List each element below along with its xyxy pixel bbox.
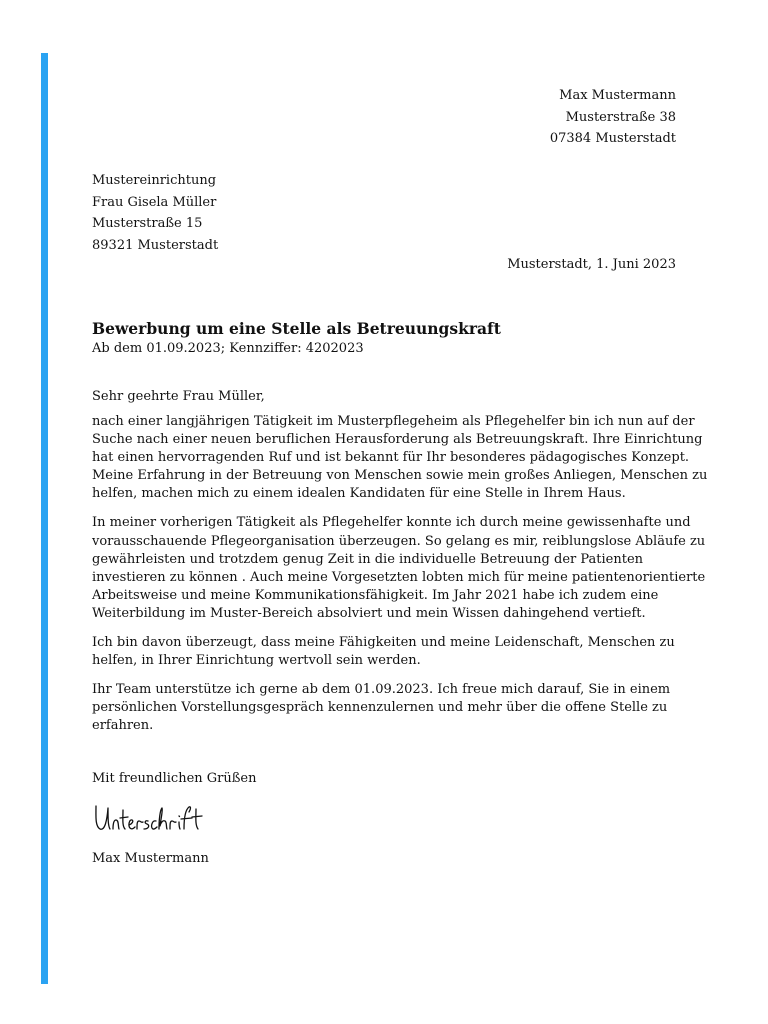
date-line: Musterstadt, 1. Juni 2023: [507, 257, 676, 272]
paragraph-line: vorausschauende Pflegeorganisation überzeugen. So gelang es mir, reiblungslose Abläufe zu: [92, 533, 706, 549]
signature-icon: [92, 796, 212, 838]
paragraph-line: Suche nach einer neuen beruflichen Herausforderung als Betreuungskraft. Ihre Einrichtung: [92, 432, 703, 448]
paragraph-line: hat einen hervorragenden Ruf und ist bekannt für Ihr besonderes pädagogisches Konzept.: [92, 450, 690, 466]
paragraph-line: helfen, machen mich zu einem idealen Kandidaten für eine Stelle in Ihrem Haus.: [92, 486, 626, 502]
handwritten-signature: [92, 796, 212, 838]
paragraph-line: Meine Erfahrung in der Betreuung von Menschen sowie mein großes Anliegen, Menschen zu: [92, 468, 708, 484]
paragraph-line: gewährleisten und trotzdem genug Zeit in die individuelle Betreuung der Patienten: [92, 551, 644, 567]
signature-name: Max Mustermann: [92, 851, 209, 866]
closing: Mit freundlichen Grüßen: [92, 771, 257, 786]
recipient-address: [92, 170, 218, 256]
paragraph-line: Weiterbildung im Muster-Bereich absolviert und mein Wissen dahingehend vertieft.: [92, 605, 646, 621]
paragraph-line: Ihr Team unterstütze ich gerne ab dem 01.09.2023. Ich freue mich darauf, Sie in einem: [92, 682, 671, 698]
recipient-contact: Frau Gisela Müller: [92, 194, 217, 210]
paragraph: [92, 514, 706, 623]
sender-address: [550, 85, 676, 150]
paragraph: [92, 634, 680, 670]
sender-city: 07384 Musterstadt: [549, 131, 676, 146]
paragraph-line: In meiner vorherigen Tätigkeit als Pflegehelfer konnte ich durch meine gewissenhafte und: [92, 515, 691, 531]
subject-title: Bewerbung um eine Stelle als Betreuungskraft: [92, 319, 501, 338]
paragraph-line: Ich bin davon überzeugt, dass meine Fähigkeiten und meine Leidenschaft, Menschen zu: [92, 635, 675, 651]
paragraph-line: persönlichen Vorstellungsgespräch kennenzulernen und mehr über die offene Stelle zu: [92, 700, 668, 716]
paragraph-line: helfen, in Ihrer Einrichtung wertvoll sein werden.: [92, 653, 421, 669]
sender-name: Max Mustermann: [559, 88, 676, 103]
paragraph: [92, 681, 680, 735]
recipient-city: 89321 Musterstadt: [92, 237, 219, 253]
paragraph-line: investieren zu können . Auch meine Vorgesetzten lobten mich für meine patientenorientierte: [92, 569, 706, 585]
salutation: Sehr geehrte Frau Müller,: [92, 389, 265, 404]
paragraph-line: nach einer langjährigen Tätigkeit im Musterpflegeheim als Pflegehelfer bin ich nun auf der: [92, 414, 695, 429]
paragraph-line: Arbeitsweise und meine Kommunikationsfähigkeit. Im Jahr 2021 habe ich zudem eine: [92, 587, 659, 603]
recipient-street: Musterstraße 15: [92, 216, 203, 231]
paragraph: [92, 413, 708, 503]
paragraph-line: erfahren.: [92, 718, 154, 734]
letter-body: [92, 413, 708, 747]
sender-street: Musterstraße 38: [565, 109, 676, 125]
subject-subtitle: Ab dem 01.09.2023; Kennziffer: 4202023: [92, 341, 364, 356]
recipient-organization: Mustereinrichtung: [92, 173, 217, 188]
accent-bar: [41, 53, 48, 984]
